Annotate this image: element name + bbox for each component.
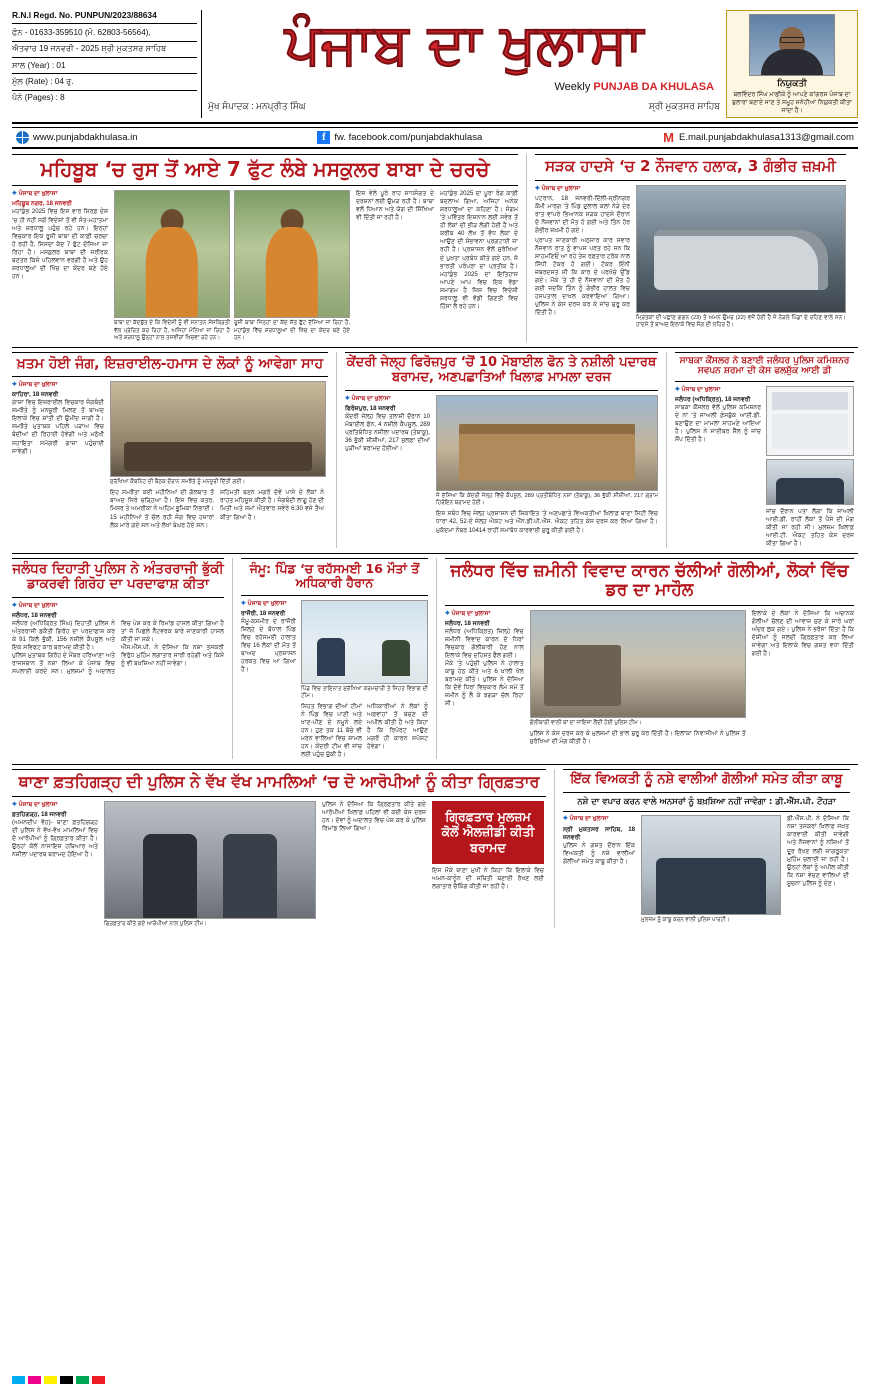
story-8-col-1 [445, 610, 524, 746]
story-2-dateline: ਪਟਰਾਨ, 18 ਜਨਵਰੀ-ਦਿੱਲੀ-ਸ੍ਰੀਨਗਰ ਕੌਮੀ ਮਾਰਗ ‘ਤੇ ਪਿੰਡ ਦੁਲਾਲ ਕਲਾਂ ਨੇੜੇ ਦੇਰ ਰਾਤ ਵਾਪਰੇ ਭਿਆਨਕ ਸੜਕ ਹਾਦਸੇ ਦੌਰਾਨ ਦੋ ਨੌਜਵਾਨਾਂ ਦੀ ਮੌਤ ਹੋ ਗਈ ਅਤੇ ਤਿੰਨ ਹੋਰ ਗੰਭੀਰ ਜ਼ਖ਼ਮੀ ਹੋ ਗਏ। [535, 194, 630, 234]
row-3 [12, 558, 858, 760]
editor-row [208, 101, 720, 112]
story-1-body-2: ਇਸ ਵੇਲੇ ਪੂਰੇ ਰਾਹ ਸਾਧਸੰਗਤ ਦੇ ਦਰਸ਼ਨਾਂ ਲਈ ਉਮੜ ਰਹੀ ਹੈ। ਬਾਬਾ ਵਲੋਂ ਧਿਆਨ ਅਤੇ ਯੋਗ ਦੀ ਸਿੱਖਿਆ ਵੀ ਦਿੱਤੀ ਜਾ ਰਹੀ ਹੈ। [356, 190, 434, 222]
story-7-body-1: ਜੰਮੂ-ਕਸ਼ਮੀਰ ਦੇ ਰਾਜੌਰੀ ਜ਼ਿਲ੍ਹੇ ਦੇ ਬੱਧਾਲ ਪਿੰਡ ਵਿਚ ਰਹੱਸਮਈ ਹਾਲਾਤ ਵਿਚ 16 ਲੋਕਾਂ ਦੀ ਮੌਤ ਤੋਂ ਬਾਅਦ ਪ੍ਰਸ਼ਾਸਨ ਹਰਕਤ ਵਿਚ ਆ ਗਿਆ ਹੈ। [241, 617, 296, 674]
story-1-body-1: ਮਹਾਂਕੁੰਭ 2025 ਵਿਚ ਇਸ ਵਾਰ ਸਿਰਫ਼ ਦੇਸ਼ ‘ਚ ਹੀ ਨਹੀਂ ਸਗੋਂ ਵਿਦੇਸ਼ਾਂ ਤੋਂ ਵੀ ਸੰਤ-ਮਹਾਤਮਾ ਅਤੇ ਸ਼ਰਧਾਲੂ ਪਹੁੰਚ ਰਹੇ ਹਨ। ਇਨ੍ਹਾਂ ਵਿਚਕਾਰ ਇਕ ਰੂਸੀ ਬਾਬਾ ਦੀ ਕਾਫ਼ੀ ਚਰਚਾ ਹੋ ਰਹੀ ਹੈ, ਜਿਸਦਾ ਕੱਦ 7 ਫੁੱਟ ਦੱਸਿਆ ਜਾ ਰਿਹਾ ਹੈ। ਮਸਕੁਲਰ ਬਾਬਾ ਦੀ ਸਰੀਰਕ ਬਣਤਰ ਕਿਸੇ ਪਹਿਲਵਾਨ ਵਰਗੀ ਹੈ ਅਤੇ ਉਹ ਸ਼ਰਧਾਲੂਆਂ ਦੀ ਖਿੱਚ ਦਾ ਕੇਂਦਰ ਬਣੇ ਹੋਏ ਹਨ। [12, 208, 108, 280]
story-3-band [12, 352, 328, 377]
story-4-body-1: ਕੇਂਦਰੀ ਜੇਲ੍ਹ ਵਿਚ ਤਲਾਸ਼ੀ ਦੌਰਾਨ 10 ਮੋਬਾਈਲ ਫੋਨ, 4 ਨਸ਼ੀਲੇ ਕੈਪਸੂਲ, 289 ਪ੍ਰਤਿਬੰਧਿਤ ਨਸ਼ੀਲਾ ਪਦਾਰਥ (ਤੰਬਾਕੂ), 36 ਭੁੱਕੀ ਸ਼ੀਸ਼ੀਆਂ, 217 ਸੁਲਫ਼ਾ ਦੀਆਂ ਪੁੜੀਆਂ ਬਰਾਮਦ ਹੋਈਆਂ। [345, 413, 430, 453]
story-10-headline: ਇੱਕ ਵਿਅਕਤੀ ਨੂੰ ਨਸ਼ੇ ਵਾਲੀਆਂ ਗੋਲੀਆਂ ਸਮੇਤ ਕੀਤਾ ਕਾਬੂ [570, 772, 843, 788]
story-9-photo-wrap [104, 801, 316, 928]
story-7-right [301, 600, 428, 760]
phone-line: ਫੋਨ - 01633-359510 (ਮੋ. 62803-56564), [12, 26, 197, 42]
story-7-band [241, 558, 428, 596]
story-4-col-1 [345, 395, 430, 535]
story-9-photo [104, 801, 316, 919]
story-6 [12, 558, 224, 760]
divider-1 [12, 347, 858, 348]
story-8-caption: ਗੋਲੀਬਾਰੀ ਵਾਲੀ ਥਾਂ ਦਾ ਜਾਇਜ਼ਾ ਲੈਂਦੀ ਹੋਈ ਪੁਲਿਸ ਟੀਮ। [529, 719, 642, 726]
website-text: www.punjabdakhulasa.in [33, 132, 138, 144]
divider-3 [12, 764, 858, 765]
date-line: ਐਤਵਾਰ 19 ਜਨਵਰੀ - 2025 ਸ਼੍ਰੀ ਮੁਕਤਸਰ ਸਾਹਿਬ [12, 42, 197, 58]
chief-editor: ਮੁੱਖ ਸੰਪਾਦਕ : ਮਨਪ੍ਰੀਤ ਸਿੰਘ [208, 101, 306, 112]
story-6-tagline: ✦ ਪੰਜਾਬ ਦਾ ਖੁਲਾਸਾ [12, 601, 58, 609]
website-link[interactable] [16, 131, 138, 144]
story-6-body-1: ਜਲੰਧਰ (ਅਧਿਕ੍ਰਿਤ ਸਿੰਘ) ਦਿਹਾਤੀ ਪੁਲਿਸ ਨੇ ਅੰਤਰਰਾਜੀ ਡਕੈਤੀ ਗਿਰੋਹ ਦਾ ਪਰਦਾਫਾਸ਼ ਕਰ ਕੇ 91 ਕਿਲੋ ਭੁੱਕੀ, 156 ਨਸ਼ੀਲੇ ਕੈਪਸੂਲ ਅਤੇ ਇਕ ਸਵਿਫਟ ਕਾਰ ਬਰਾਮਦ ਕੀਤੀ ਹੈ। [12, 620, 115, 652]
story-8-tagline: ✦ ਪੰਜਾਬ ਦਾ ਖੁਲਾਸਾ [445, 609, 491, 617]
story-4-dateline: ਫਿਰੋਜ਼ਪੁਰ, 18 ਜਨਵਰੀ [345, 405, 396, 413]
story-10-subhead: ਨਸ਼ੇ ਦਾ ਵਪਾਰ ਕਰਨ ਵਾਲੇ ਅਨਸਰਾਂ ਨੂੰ ਬਖ਼ਸ਼ਿਆ ਨਹੀਂ ਜਾਵੇਗਾ : ਡੀ.ਐੱਸ.ਪੀ. ਟੌਹੜਾ [563, 797, 850, 812]
story-1-photo-right [234, 190, 350, 318]
gmail-icon: M [663, 130, 674, 146]
story-1-col-3 [440, 190, 518, 342]
story-7-body-3: ਅਧਿਕਾਰੀਆਂ ਨੇ ਲੋਕਾਂ ਨੂੰ ਅਫ਼ਵਾਹਾਂ ਤੋਂ ਬਚਣ ਦੀ ਅਪੀਲ ਕੀਤੀ ਹੈ ਅਤੇ ਕਿਹਾ ਹੈ ਕਿ ਰਿਪੋਰਟ ਆਉਣ ਮਗਰੋਂ ਹੀ ਕਾਰਨ ਸਪੱਸ਼ਟ ਹੋਵੇਗਾ। [367, 703, 428, 751]
story-2-caption: ਮ੍ਰਿਤਕਾਂ ਦੀ ਪਛਾਣ ਗਗਨ (23) ਤੇ ਅਮਨ ਉਮਰ (22) ਵਜੋਂ ਹੋਈ ਹੈ ਜੋ ਨੇੜਲੇ ਪਿੰਡਾਂ ਦੇ ਰਹਿਣ ਵਾਲੇ ਸਨ। ਹਾਦਸੇ ਤੋਂ ਬਾਅਦ ਇਲਾਕੇ ਵਿਚ ਸੋਗ ਦੀ ਲਹਿਰ ਹੈ। [636, 314, 846, 328]
registration-color-bars [12, 1376, 105, 1384]
story-1-band [12, 154, 518, 186]
appointment-desc: ਬਲਵਿੰਦਰ ਸਿੰਘ ਮਾਛੀਕੇ ਨੂੰ ਆਪਣੇ ਕਾਂਗਰਸ ਪੰਜਾਬ ਦਾ ਬੁਲਾਰਾ ਬਣਾਏ ਜਾਣ ਤੇ ਸਮੂਹ ਸਨੇਹੀਆਂ ਨਿਯੁਕਤੀ ਕੀਤਾ ਜਾਂਦਾ ਹੈ। [732, 91, 852, 114]
story-9-body-1: (ਅਮਨਦੀਪ ਵੋਹ)- ਥਾਣਾ ਫ਼ਤਹਿਗੜ੍ਹ ਦੀ ਪੁਲਿਸ ਨੇ ਵੱਖ-ਵੱਖ ਮਾਮਲਿਆਂ ਵਿਚ ਦੋ ਆਰੋਪੀਆਂ ਨੂੰ ਗ੍ਰਿਫ਼ਤਾਰ ਕੀਤਾ ਹੈ। ਉਨ੍ਹਾਂ ਕੋਲੋਂ ਨਾਜਾਇਜ਼ ਹਥਿਆਰ ਅਤੇ ਨਸ਼ੀਲਾ ਪਦਾਰਥ ਬਰਾਮਦ ਹੋਇਆ ਹੈ। [12, 819, 98, 859]
story-1 [12, 154, 518, 342]
story-1-col-1 [12, 190, 108, 342]
story-8-col-3: ਇਲਾਕੇ ਦੇ ਲੋਕਾਂ ਨੇ ਦੱਸਿਆ ਕਿ ਅਚਾਨਕ ਗੋਲੀਆਂ ਚੱਲਣ ਦੀ ਆਵਾਜ਼ ਸੁਣ ਕੇ ਸਾਰੇ ਘਰਾਂ ਅੰਦਰ ਲੁਕ ਗਏ। ਪੁਲਿਸ ਨੇ ਭਰੋਸਾ ਦਿੱਤਾ ਹੈ ਕਿ ਦੋਸ਼ੀਆਂ ਨੂੰ ਜਲਦੀ ਗ੍ਰਿਫ਼ਤਾਰ ਕਰ ਲਿਆ ਜਾਵੇਗਾ ਅਤੇ ਇਲਾਕੇ ਵਿਚ ਗਸ਼ਤ ਵਧਾ ਦਿੱਤੀ ਗਈ ਹੈ। [751, 609, 854, 658]
pages-line: ਪੰਨੇ (Pages) : 8 [12, 93, 65, 102]
year-line: ਸਾਲ (Year) : 01 [12, 58, 197, 74]
row-2 [12, 352, 858, 548]
weekly-word: Weekly [554, 81, 591, 94]
story-2 [526, 154, 846, 342]
color-swatch-green [76, 1376, 89, 1384]
story-8-photo-wrap [530, 610, 746, 746]
story-3-dateline: ਕਾਹਿਰਾ, 18 ਜਨਵਰੀ [12, 391, 59, 399]
story-3-photo [110, 381, 326, 477]
story-8 [436, 558, 854, 760]
facebook-icon: f [317, 131, 330, 144]
story-1-caption-2: ਰੂਸੀ ਬਾਬਾ ਜਿਨ੍ਹਾਂ ਦਾ ਕੱਦ ਸੱਤ ਫੁੱਟ ਦੱਸਿਆ ਜਾ ਰਿਹਾ ਹੈ, ਮਹਾਂਕੁੰਭ ਵਿੱਚ ਸ਼ਰਧਾਲੂਆਂ ਦੀ ਖਿੱਚ ਦਾ ਕੇਂਦਰ ਬਣੇ ਹੋਏ ਹਨ। [234, 320, 350, 341]
publication-place: ਸ਼੍ਰੀ ਮੁਕਤਸਰ ਸਾਹਿਬ [648, 101, 720, 112]
color-swatch-yellow [44, 1376, 57, 1384]
story-7-body-2: ਸਿਹਤ ਵਿਭਾਗ ਦੀਆਂ ਟੀਮਾਂ ਨੇ ਪਿੰਡ ਵਿਚ ਪਾਣੀ ਅਤੇ ਖਾਣ-ਪੀਣ ਦੇ ਨਮੂਨੇ ਲਏ ਹਨ। ਹੁਣ ਤਕ 11 ਬੱਚੇ ਵੀ ਮਰਨ ਵਾਲਿਆਂ ਵਿਚ ਸ਼ਾਮਲ ਹਨ। ਕੇਂਦਰੀ ਟੀਮ ਵੀ ਜਾਂਚ ਲਈ ਪਹੁੰਚ ਚੁੱਕੀ ਹੈ। [301, 703, 362, 759]
story-2-photo-wrap [636, 185, 846, 330]
story-10-col-2: ਡੀ.ਐੱਸ.ਪੀ. ਨੇ ਦੱਸਿਆ ਕਿ ਨਸ਼ਾ ਤਸਕਰਾਂ ਖ਼ਿਲਾਫ਼ ਸਖ਼ਤ ਕਾਰਵਾਈ ਕੀਤੀ ਜਾਵੇਗੀ ਅਤੇ ਨੌਜਵਾਨਾਂ ਨੂੰ ਨਸ਼ਿਆਂ ਤੋਂ ਦੂਰ ਰੱਖਣ ਲਈ ਜਾਗਰੂਕਤਾ ਮੁਹਿੰਮ ਚਲਾਈ ਜਾ ਰਹੀ ਹੈ। ਉਨ੍ਹਾਂ ਲੋਕਾਂ ਨੂੰ ਅਪੀਲ ਕੀਤੀ ਕਿ ਨਸ਼ਾ ਵੇਚਣ ਵਾਲਿਆਂ ਦੀ ਸੂਚਨਾ ਪੁਲਿਸ ਨੂੰ ਦੇਣ। [787, 815, 849, 887]
color-swatch-red [92, 1376, 105, 1384]
story-5-headline: ਸਾਬਕਾ ਕੌਂਸਲਰ ਨੇ ਬਣਾਈ ਜਲੰਧਰ ਪੁਲਿਸ ਕਮਿਸ਼ਨਰ ਸਵਪਨ ਸ਼ਰਮਾ ਦੀ ਕੇਸ ਫਲਸ਼ੁੱਕ ਆਈ ਡੀ [679, 356, 850, 377]
story-1-photos [114, 190, 350, 342]
email-link[interactable] [662, 131, 854, 144]
appointment-title: ਨਿਯੁਕਤੀ [777, 78, 807, 88]
story-10-caption: ਮੁਲਜ਼ਮ ਨੂੰ ਕਾਬੂ ਕਰਨ ਵਾਲੀ ਪੁਲਿਸ ਪਾਰਟੀ। [641, 917, 730, 924]
story-5-body-1: ਸਾਬਕਾ ਕੌਂਸਲਰ ਵੱਲੋਂ ਪੁਲਿਸ ਕਮਿਸ਼ਨਰ ਦੇ ਨਾਂ ‘ਤੇ ਜਾਅਲੀ ਫ਼ੇਸਬੁੱਕ ਆਈ.ਡੀ. ਬਣਾਉਣ ਦਾ ਮਾਮਲਾ ਸਾਹਮਣੇ ਆਇਆ ਹੈ। ਪੁਲਿਸ ਨੇ ਸਾਈਬਰ ਸੈੱਲ ਨੂੰ ਜਾਂਚ ਸੌਂਪ ਦਿੱਤੀ ਹੈ। [675, 403, 761, 444]
story-2-body: ਪ੍ਰਾਪਤ ਜਾਣਕਾਰੀ ਅਨੁਸਾਰ ਕਾਰ ਸਵਾਰ ਨੌਜਵਾਨ ਰਾਤ ਨੂੰ ਵਾਪਸ ਪਰਤ ਰਹੇ ਸਨ ਕਿ ਸਾਹਮਣਿਓਂ ਆ ਰਹੇ ਤੇਜ਼ ਰਫ਼ਤਾਰ ਟਰੱਕ ਨਾਲ ਸਿੱਧੀ ਟੱਕਰ ਹੋ ਗਈ। ਟੱਕਰ ਇੰਨੀ ਜ਼ਬਰਦਸਤ ਸੀ ਕਿ ਕਾਰ ਦੇ ਪਰਖੱਚੇ ਉੱਡ ਗਏ। ਮੌਕੇ ’ਤੇ ਹੀ ਦੋ ਨੌਜਵਾਨਾਂ ਦੀ ਮੌਤ ਹੋ ਗਈ ਜਦਕਿ ਤਿੰਨ ਨੂੰ ਗੰਭੀਰ ਹਾਲਤ ਵਿਚ ਹਸਪਤਾਲ ਦਾਖ਼ਲ ਕਰਵਾਇਆ ਗਿਆ। ਪੁਲਿਸ ਨੇ ਕੇਸ ਦਰਜ ਕਰ ਕੇ ਜਾਂਚ ਸ਼ੁਰੂ ਕਰ ਦਿੱਤੀ ਹੈ। [535, 236, 630, 317]
story-10-photo [641, 815, 781, 915]
story-9-col-3 [432, 801, 544, 928]
story-8-headline: ਜਲੰਧਰ ਵਿੱਚ ਜ਼ਮੀਨੀ ਵਿਵਾਦ ਕਾਰਨ ਚੱਲੀਆਂ ਗੋਲੀਆਂ, ਲੋਕਾਂ ਵਿੱਚ ਡਰ ਦਾ ਮਾਹੌਲ [450, 560, 849, 601]
story-6-body-3: ਐੱਸ.ਐੱਸ.ਪੀ. ਨੇ ਦੱਸਿਆ ਕਿ ਨਸ਼ਾ ਤਸਕਰੀ ਵਿਰੁੱਧ ਮੁਹਿੰਮ ਲਗਾਤਾਰ ਜਾਰੀ ਰਹੇਗੀ ਅਤੇ ਕਿਸੇ ਨੂੰ ਵੀ ਬਖ਼ਸ਼ਿਆ ਨਹੀਂ ਜਾਵੇਗਾ। [121, 644, 224, 668]
story-7-tagline: ✦ ਪੰਜਾਬ ਦਾ ਖੁਲਾਸਾ [241, 599, 287, 607]
story-8-photo [530, 610, 746, 718]
facebook-text: fw. facebook.com/punjabdakhulasa [334, 132, 483, 144]
newspaper-title: ਪੰਜਾਬ ਦਾ ਖੁਲਾਸਾ [284, 12, 644, 78]
story-3-headline: ਖ਼ਤਮ ਹੋਈ ਜੰਗ, ਇਜ਼ਰਾਈਲ-ਹਮਾਸ ਦੇ ਲੋਕਾਂ ਨੂੰ ਆਵੇਗਾ ਸਾਹ [16, 356, 324, 373]
story-9-tagline: ✦ ਪੰਜਾਬ ਦਾ ਖੁਲਾਸਾ [12, 800, 58, 808]
story-1-caption-1: ਬਾਬਾ ਦਾ ਕੱਦਬੁੱਤ ਦੇ ਕਿ ਵਿਦੇਸ਼ੀ ਨੂੰ ਵੀ ਸਨਾਤਨ ਸੰਸਕ੍ਰਿਤੀ ਵੱਲ ਪ੍ਰੇਰਿਤ ਕਰ ਰਿਹਾ ਹੈ, ਅਜਿਹਾ ਮੰਨਿਆ ਜਾ ਰਿਹਾ ਹੈ ਅਤੇ ਸ਼ਰਧਾਲੂ ਉਨ੍ਹਾਂ ਨਾਲ ਤਸਵੀਰਾਂ ਖਿਚਵਾ ਰਹੇ ਹਨ। [114, 320, 230, 341]
story-5 [666, 352, 854, 548]
story-7-headline: ਜੰਮੂ: ਪਿੰਡ ‘ਚ ਰਹੱਸਮਈ 16 ਮੌਤਾਂ ਤੋਂ ਅਧਿਕਾਰੀ ਹੈਰਾਨ [249, 560, 420, 591]
story-4-tagline: ✦ ਪੰਜਾਬ ਦਾ ਖੁਲਾਸਾ [345, 394, 391, 402]
story-8-body-3: ਪੁਲਿਸ ਨੇ ਕੇਸ ਦਰਜ ਕਰ ਕੇ ਮੁਲਜ਼ਮਾਂ ਦੀ ਭਾਲ ਸ਼ੁਰੂ ਕਰ ਦਿੱਤੀ ਹੈ। ਇਲਾਕਾ ਨਿਵਾਸੀਆਂ ਨੇ ਪੁਲਿਸ ਤੋਂ ਸੁਰੱਖਿਆ ਦੀ ਮੰਗ ਕੀਤੀ ਹੈ। [529, 730, 746, 746]
story-6-body-2: ਪੁਲਿਸ ਮੁਤਾਬਕ ਗਿਰੋਹ ਦੇ ਮੈਂਬਰ ਹਰਿਆਣਾ ਅਤੇ ਰਾਜਸਥਾਨ ਤੋਂ ਨਸ਼ਾ ਲਿਆ ਕੇ ਪੰਜਾਬ ਵਿਚ ਸਪਲਾਈ ਕਰਦੇ ਸਨ। ਮੁਲਜ਼ਮਾਂ ਨੂੰ ਅਦਾਲਤ ਵਿਚ ਪੇਸ਼ ਕਰ ਕੇ ਰਿਮਾਂਡ ਹਾਸਲ ਕੀਤਾ ਗਿਆ ਹੈ ਤਾਂ ਜੋ ਪਿਛਲੇ ਨੈੱਟਵਰਕ ਬਾਰੇ ਜਾਣਕਾਰੀ ਹਾਸਲ ਕੀਤੀ ਜਾ ਸਕੇ। [12, 620, 224, 676]
story-2-headline: ਸੜਕ ਹਾਦਸੇ ‘ਚ 2 ਨੌਜਵਾਨ ਹਲਾਕ, 3 ਗੰਭੀਰ ਜ਼ਖ਼ਮੀ [545, 157, 836, 176]
story-9-headline: ਥਾਣਾ ਫ਼ਤਹਿਗੜ੍ਹ ਦੀ ਪੁਲਿਸ ਨੇ ਵੱਖ ਵੱਖ ਮਾਮਲਿਆਂ ‘ਚ ਦੋ ਆਰੋਪੀਆਂ ਨੂੰ ਕੀਤਾ ਗ੍ਰਿਫ਼ਤਾਰ [18, 772, 540, 792]
story-6-dateline: ਜਲੰਧਰ, 18 ਜਨਵਰੀ [12, 612, 57, 620]
story-10-band [563, 769, 850, 793]
facebook-link[interactable] [317, 131, 482, 144]
story-10 [554, 769, 850, 928]
story-6-headline: ਜਲੰਧਰ ਦਿਹਾਤੀ ਪੁਲਿਸ ਨੇ ਅੰਤਰਰਾਜੀ ਭੁੱਕੀ ਡਾਕਰਵੀ ਗਿਰੋਹ ਦਾ ਪਰਦਾਫਾਸ਼ ਕੀਤਾ [12, 560, 224, 593]
contact-bar [12, 127, 858, 149]
story-10-dateline: ਸ੍ਰੀ ਮੁਕਤਸਰ ਸਾਹਿਬ, 18 ਜਨਵਰੀ [563, 825, 635, 841]
color-swatch-cyan [12, 1376, 25, 1384]
appointment-box [726, 10, 858, 118]
story-4 [336, 352, 658, 548]
story-5-screenshot [766, 386, 854, 456]
row-1 [12, 154, 858, 342]
story-7-photo [301, 600, 428, 684]
story-10-body-1: ਪੁਲਿਸ ਨੇ ਗਸ਼ਤ ਦੌਰਾਨ ਇੱਕ ਵਿਅਕਤੀ ਨੂੰ ਨਸ਼ੇ ਵਾਲੀਆਂ ਗੋਲੀਆਂ ਸਮੇਤ ਕਾਬੂ ਕੀਤਾ ਹੈ। [563, 841, 635, 865]
story-9-band [12, 769, 546, 796]
story-3-body-2: ਇਹ ਸਮਝੌਤਾ ਕਈ ਮਹੀਨਿਆਂ ਦੀ ਗੱਲਬਾਤ ਤੋਂ ਬਾਅਦ ਸਿਰੇ ਚੜ੍ਹਿਆ ਹੈ। ਇਸ ਵਿਚ ਕਤਰ, ਮਿਸਰ ਤੇ ਅਮਰੀਕਾ ਨੇ ਅਹਿਮ ਭੂਮਿਕਾ ਨਿਭਾਈ। 15 ਮਹੀਨਿਆਂ ਤੋਂ ਚੱਲ ਰਹੀ ਜੰਗ ਵਿਚ ਹਜ਼ਾਰਾਂ ਲੋਕ ਮਾਰੇ ਗਏ ਸਨ ਅਤੇ ਲੱਖਾਂ ਬੇਘਰ ਹੋਏ ਸਨ। [110, 489, 215, 529]
story-2-photo [636, 185, 846, 313]
row-4 [12, 769, 858, 928]
portrait-photo [749, 14, 835, 76]
story-4-right [436, 395, 658, 535]
story-3-body-3: ਸਹਿਮਤੀ ਬਣਨ ਮਗਰੋਂ ਦੋਵੇਂ ਪਾਸੇ ਦੇ ਲੋਕਾਂ ਨੇ ਰਾਹਤ ਮਹਿਸੂਸ ਕੀਤੀ ਹੈ। ਜੰਗਬੰਦੀ ਲਾਗੂ ਹੋਣ ਦੀ ਮਿਤੀ ਅਤੇ ਸਮਾਂ ਐਤਵਾਰ ਸਵੇਰੇ 6:30 ਵਜੇ ਤੈਅ ਕੀਤਾ ਗਿਆ ਹੈ। [220, 489, 324, 521]
story-5-col-1 [675, 386, 761, 548]
story-7-col-1 [241, 600, 296, 760]
story-4-photo [436, 395, 658, 491]
story-1-photo-left [114, 190, 230, 318]
story-5-dateline: ਜਲੰਧਰ (ਅਧਿਕ੍ਰਿਤ), 18 ਜਨਵਰੀ [675, 395, 751, 403]
email-text: E.mail.punjabdakhulasa1313@gmail.com [679, 132, 854, 144]
story-1-body-3: ਮਹਾਂਕੁੰਭ 2025 ਦਾ ਪੂਰਾ ਰੰਗ ਕਾਫ਼ੀ ਬਦਲਾਅ ਗਿਆ, ਅਜਿਹਾ ਅਨੇਕ ਸ਼ਰਧਾਲੂਆਂ ਦਾ ਕਹਿਣਾ ਹੈ। ਸੰਗਮ ‘ਤੇ ਪਵਿੱਤਰ ਇਸ਼ਨਾਨ ਲਈ ਸਵੇਰ ਤੋਂ ਹੀ ਲੋਕਾਂ ਦੀ ਭੀੜ ਲੱਗੀ ਹੋਈ ਹੈ ਅਤੇ ਕਰੀਬ 40 ਲੱਖ ਤੋਂ ਵੱਧ ਲੋਕਾਂ ਦੇ ਆਉਣ ਦੀ ਸੰਭਾਵਨਾ ਪ੍ਰਗਟਾਈ ਜਾ ਰਹੀ ਹੈ। ਪ੍ਰਸ਼ਾਸਨ ਵੱਲੋਂ ਸੁਰੱਖਿਆ ਦੇ ਪੁਖ਼ਤਾ ਪ੍ਰਬੰਧ ਕੀਤੇ ਗਏ ਹਨ, ਜੋ ਭਾਰਤੀ ਪਰੰਪਰਾ ਦਾ ਪ੍ਰਤੀਕ ਹੈ। ਮਹਾਂਕੁੰਭ 2025 ਦਾ ਇਤਿਹਾਸ ਆਪਣੇ ਆਪ ਵਿਚ ਇਕ ਵੱਡਾ ਸਮਾਗਮ ਹੈ ਜਿਸ ਵਿਚ ਵਿਦੇਸ਼ੀ ਸ਼ਰਧਾਲੂ ਵੀ ਵੱਡੀ ਗਿਣਤੀ ਵਿਚ ਹਿੱਸਾ ਲੈ ਰਹੇ ਹਨ। [440, 190, 518, 310]
masthead [12, 10, 858, 124]
story-9-body-2: ਪੁਲਿਸ ਨੇ ਦੱਸਿਆ ਕਿ ਗ੍ਰਿਫ਼ਤਾਰ ਕੀਤੇ ਗਏ ਆਰੋਪੀਆਂ ਖ਼ਿਲਾਫ਼ ਪਹਿਲਾਂ ਵੀ ਕਈ ਕੇਸ ਦਰਜ ਹਨ। ਦੋਵਾਂ ਨੂੰ ਅਦਾਲਤ ਵਿਚ ਪੇਸ਼ ਕਰ ਕੇ ਪੁਲਿਸ ਰਿਮਾਂਡ ਲਿਆ ਗਿਆ। [322, 800, 426, 832]
story-8-band [445, 558, 854, 606]
color-swatch-black [60, 1376, 73, 1384]
story-7-caption: ਪਿੰਡ ਵਿਚ ਤਾਇਨਾਤ ਸੁਰੱਖਿਆ ਕਰਮਚਾਰੀ ਤੇ ਸਿਹਤ ਵਿਭਾਗ ਦੀ ਟੀਮ। [301, 685, 428, 699]
story-5-band [675, 352, 854, 382]
story-9-col-1 [12, 801, 98, 928]
story-10-col-1 [563, 815, 635, 924]
story-1-tagline: ✦ ਪੰਜਾਬ ਦਾ ਖੁਲਾਸਾ [12, 190, 58, 198]
story-8-body-2: ਮੌਕੇ ‘ਤੇ ਪਹੁੰਚੀ ਪੁਲਿਸ ਨੇ ਹਾਲਾਤ ਕਾਬੂ ਹੇਠ ਕੀਤੇ ਅਤੇ 6 ਖ਼ਾਲੀ ਖੋਲ ਬਰਾਮਦ ਕੀਤੇ। ਪੁਲਿਸ ਨੇ ਦੱਸਿਆ ਕਿ ਦੋਵੇਂ ਧਿਰਾਂ ਵਿਚਕਾਰ ਲੰਮੇ ਸਮੇਂ ਤੋਂ ਜ਼ਮੀਨ ਨੂੰ ਲੈ ਕੇ ਝਗੜਾ ਚੱਲ ਰਿਹਾ ਸੀ। [445, 660, 524, 708]
story-10-photo-wrap [641, 815, 781, 924]
story-5-tagline: ✦ ਪੰਜਾਬ ਦਾ ਖੁਲਾਸਾ [675, 385, 721, 393]
story-1-headline: ਮਹਿਬੂਬ ‘ਚ ਰੁਸ ਤੋਂ ਆਏ 7 ਫੁੱਟ ਲੰਬੇ ਮਸਕੁਲਰ ਬਾਬਾ ਦੇ ਚਰਚੇ [40, 157, 490, 182]
story-6-col [12, 602, 224, 676]
rni-number: R.N.I Regd. No. PUNPUN/2023/88634 [12, 10, 197, 24]
weekly-label [554, 81, 714, 93]
story-2-col-1 [535, 185, 630, 330]
story-6-band [12, 558, 224, 598]
portrait-body [761, 49, 823, 75]
story-5-body-2: ਜਾਂਚ ਦੌਰਾਨ ਪਤਾ ਲੱਗਾ ਕਿ ਜਾਅਲੀ ਆਈ.ਡੀ. ਰਾਹੀਂ ਲੋਕਾਂ ਤੋਂ ਪੈਸੇ ਦੀ ਮੰਗ ਕੀਤੀ ਜਾ ਰਹੀ ਸੀ। ਮੁਲਜ਼ਮ ਖ਼ਿਲਾਫ਼ ਆਈ.ਟੀ. ਐਕਟ ਤਹਿਤ ਕੇਸ ਦਰਜ ਕੀਤਾ ਗਿਆ ਹੈ। [766, 507, 854, 547]
story-5-photo [766, 459, 854, 505]
story-7 [232, 558, 428, 760]
story-5-right [766, 386, 854, 548]
story-9-dateline: ਫ਼ਤਹਿਗੜ੍ਹ, 18 ਜਨਵਰੀ [12, 810, 67, 818]
glasses-icon [780, 37, 804, 43]
masthead-center [202, 10, 726, 118]
color-swatch-magenta [28, 1376, 41, 1384]
divider-2 [12, 553, 858, 554]
story-4-caption: ਜੋ ਦੱਸਿਆ ਕਿ ਕੇਂਦਰੀ ਜੇਲ੍ਹ ਵਿੱਚੋਂ ਕੈਪਸੂਲ, 289 ਪ੍ਰਤੀਬੰਧਿਤ ਨਸ਼ਾ (ਤੰਬਾਕੂ), 36 ਭੁੱਕੀ ਸ਼ੀਸ਼ੀਆਂ, 217 ਗ੍ਰਾਮ ਹਿਰੋਇਨ ਬਰਾਮਦ ਹੋਈ। [436, 492, 658, 507]
story-7-dateline: ਰਾਜੌਰੀ, 18 ਜਨਵਰੀ [241, 609, 286, 617]
story-3-caption: ਸੁਰੱਖਿਆ ਕੈਬਨਿਟ ਦੀ ਬੈਠਕ ਦੌਰਾਨ ਸਮਝੌਤੇ ਨੂੰ ਮਨਜ਼ੂਰੀ ਦਿੱਤੀ ਗਈ। [110, 479, 246, 486]
story-8-dateline: ਜਲੰਧਰ, 18 ਜਨਵਰੀ [445, 620, 490, 628]
story-10-tagline: ✦ ਪੰਜਾਬ ਦਾ ਖੁਲਾਸਾ [563, 815, 609, 823]
story-9 [12, 769, 546, 928]
story-9-redbox: ਗ੍ਰਿਫ਼ਤਾਰ ਮੁਲਜ਼ਮ ਕੋਲੋਂ ਐਲਜ਼ੀਡੀ ਕੀਤੀ ਬਰਾਮਦ [432, 801, 544, 864]
story-9-caption: ਗ੍ਰਿਫ਼ਤਾਰ ਕੀਤੇ ਗਏ ਆਰੋਪੀਆਂ ਨਾਲ ਪੁਲਿਸ ਟੀਮ। [104, 920, 207, 927]
story-3-right [110, 381, 326, 529]
story-3 [12, 352, 328, 548]
story-2-band [535, 154, 846, 180]
story-4-body-2: ਇਸ ਸਬੰਧ ਵਿਚ ਜੇਲ੍ਹ ਪ੍ਰਸ਼ਾਸਨ ਦੀ ਸ਼ਿਕਾਇਤ ‘ਤੇ ਅਣਪਛਾਤੇ ਵਿਅਕਤੀਆਂ ਖ਼ਿਲਾਫ਼ ਥਾਣਾ ਸਿਟੀ ਵਿਚ ਧਾਰਾ 42, 52-ਏ ਜੇਲ੍ਹ ਐਕਟ ਅਤੇ ਐੱਨ.ਡੀ.ਪੀ.ਐੱਸ. ਐਕਟ ਤਹਿਤ ਕੇਸ ਦਰਜ ਕਰ ਲਿਆ ਗਿਆ ਹੈ। ਮੁਕੱਦਮਾ ਨੰਬਰ 10414 ਰਾਹੀਂ ਸਮਾਂਬੱਧ ਕਾਰਵਾਈ ਸ਼ੁਰੂ ਕੀਤੀ ਗਈ ਹੈ। [436, 510, 658, 534]
story-8-body-1: ਜਲੰਧਰ (ਅਧਿਕ੍ਰਿਤ) ਜ਼ਿਲ੍ਹੇ ਵਿਚ ਜ਼ਮੀਨੀ ਵਿਵਾਦ ਕਾਰਨ ਦੋ ਧਿਰਾਂ ਵਿਚਕਾਰ ਗੋਲੀਬਾਰੀ ਹੋਣ ਨਾਲ ਇਲਾਕੇ ਵਿਚ ਦਹਿਸ਼ਤ ਫੈਲ ਗਈ। [445, 628, 524, 660]
story-4-band [345, 352, 658, 391]
story-1-dateline: ਮਹਿਬੂਬ ਨਗਰ, 18 ਜਨਵਰੀ [12, 200, 72, 208]
story-4-headline: ਕੇਂਦਰੀ ਜੇਲ੍ਹ ਫਿਰੋਜ਼ਪੁਰ ‘ਚੋਂ 10 ਮੋਬਾਈਲ ਫੋਨ ਤੇ ਨਸ਼ੀਲੀ ਪਦਾਰਥ ਬਰਾਮਦ, ਅਣਪਛਾਤਿਆਂ ਖਿਲਾਫ਼ ਮਾਮਲਾ ਦਰਜ [346, 355, 657, 385]
story-3-tagline: ✦ ਪੰਜਾਬ ਦਾ ਖੁਲਾਸਾ [12, 381, 58, 389]
story-2-tagline: ✦ ਪੰਜਾਬ ਦਾ ਖੁਲਾਸਾ [535, 184, 581, 192]
rate-line: ਮੁੱਲ (Rate) : 04 ਰੁ. [12, 74, 197, 90]
story-9-body-3: ਇਸ ਮੌਕੇ ਥਾਣਾ ਮੁਖੀ ਨੇ ਕਿਹਾ ਕਿ ਇਲਾਕੇ ਵਿਚ ਅਮਨ-ਕਾਨੂੰਨ ਦੀ ਸਥਿਤੀ ਬਣਾਈ ਰੱਖਣ ਲਈ ਲਗਾਤਾਰ ਚੈਕਿੰਗ ਕੀਤੀ ਜਾ ਰਹੀ ਹੈ। [432, 866, 544, 890]
weekly-name: PUNJAB DA KHULASA [593, 81, 714, 94]
masthead-left-info [12, 10, 202, 118]
story-1-col-2 [356, 190, 434, 342]
story-3-col-1 [12, 381, 104, 529]
globe-icon [16, 131, 29, 144]
story-9-col-2 [322, 801, 426, 928]
story-3-body-1: ਗਾਜ਼ਾ ਵਿਚ ਇਜ਼ਰਾਈਲ ਵਿਚਕਾਰ ਜੰਗਬੰਦੀ ਸਮਝੌਤੇ ਨੂੰ ਮਨਜ਼ੂਰੀ ਮਿਲਣ ਤੋਂ ਬਾਅਦ ਇਲਾਕੇ ਵਿਚ ਸ਼ਾਂਤੀ ਦੀ ਉਮੀਦ ਜਾਗੀ ਹੈ। ਸਮਝੌਤੇ ਮੁਤਾਬਕ ਪਹਿਲੇ ਪੜਾਅ ਵਿਚ ਬੰਦੀਆਂ ਦੀ ਰਿਹਾਈ ਹੋਵੇਗੀ ਅਤੇ ਮਨੁੱਖੀ ਸਹਾਇਤਾ ਸਮੱਗਰੀ ਗਾਜ਼ਾ ਪਹੁੰਚਾਈ ਜਾਵੇਗੀ। [12, 399, 104, 455]
